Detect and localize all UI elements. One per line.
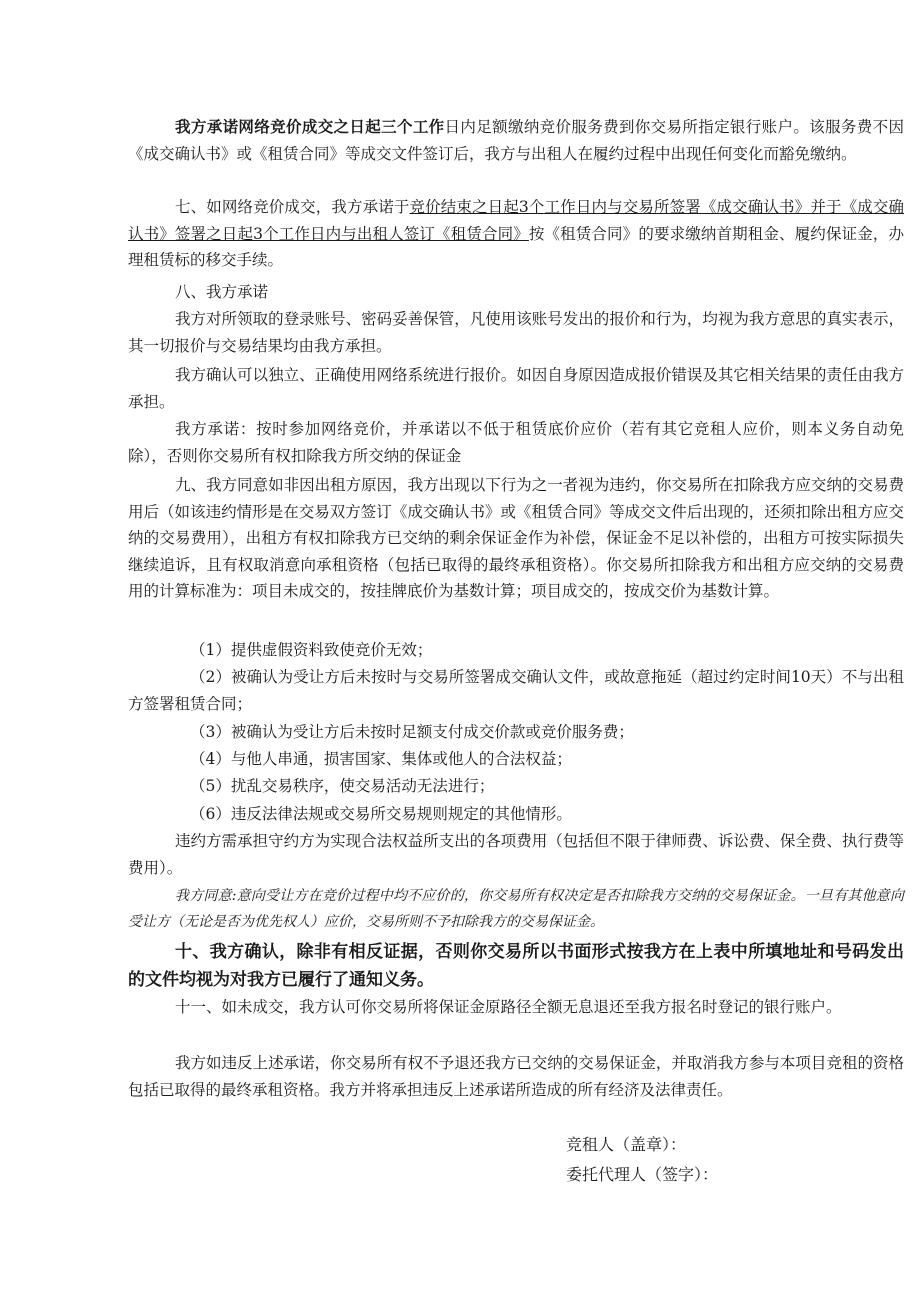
- signature-bidder: 竞租人（盖章）：: [566, 1135, 687, 1154]
- paragraph-breach-costs: 违约方需承担守约方为实现合法权益所支出的各项费用（包括但不限于律师费、诉讼费、保全费、执行费等费用）。: [128, 832, 904, 877]
- paragraph-bid-commitment: 我方承诺：按时参加网络竞价，并承诺以不低于租赁底价应价（若有其它竞租人应价，则本义务自动免除），否则你交易所有权扣除我方所交纳的保证金: [128, 420, 904, 465]
- paragraph-account: 我方对所领取的登录账号、密码妥善保管，凡使用该账号发出的报价和行为，均视为我方意思的真实表示，其一切报价与交易结果均由我方承担。: [128, 310, 904, 355]
- list-item: （5）扰乱交易秩序，使交易活动无法进行；: [190, 777, 495, 795]
- paragraph-seven: [128, 194, 904, 274]
- list-item: （6）违反法律法规或交易所交易规则规定的其他情形。: [190, 805, 572, 823]
- paragraph-service-fee: [128, 114, 904, 167]
- list-item: （3）被确认为受让方后未按时足额支付成交价款或竞价服务费；: [190, 723, 634, 741]
- list-item: （2）被确认为受让方后未按时与交易所签署成交确认文件，或故意拖延（超过约定时间10天）不与出租方签署租赁合同；: [128, 668, 904, 713]
- heading-eight: 八、我方承诺: [175, 283, 269, 301]
- list-item: （1）提供虚假资料致使竞价无效；: [190, 641, 433, 659]
- paragraph-ten: 十、我方确认，除非有相反证据，否则你交易所以书面形式按我方在上表中所填地址和号码发出的文件均视为对我方已履行了通知义务。: [128, 942, 904, 990]
- paragraph-final: 我方如违反上述承诺，你交易所有权不予退还我方已交纳的交易保证金，并取消我方参与本项目竞租的资格包括已取得的最终承租资格。我方并将承担违反上述承诺所造成的所有经济及法律责任。: [128, 1054, 904, 1099]
- paragraph-seven-underlined: 竞价结束之日起3个工作日内与交易所签署《成交确认书》并于《成交确认书》签署之日起3个工作日内与出租人签订《租赁合同》: [128, 198, 904, 243]
- signature-agent: 委托代理人（签字）：: [566, 1165, 719, 1184]
- list-item: （4）与他人串通，损害国家、集体或他人的合法权益；: [190, 750, 572, 768]
- paragraph-service-fee-rest: 日内足额缴纳竞价服务费到你交易所指定银行账户。该服务费不因《成交确认书》或《租赁合同》等成交文件签订后，我方与出租人在履约过程中出现任何变化而豁免缴纳。: [128, 118, 904, 163]
- paragraph-network-system: 我方确认可以独立、正确使用网络系统进行报价。如因自身原因造成报价错误及其它相关结果的责任由我方承担。: [128, 366, 904, 411]
- paragraph-nine: 九、我方同意如非因出租方原因，我方出现以下行为之一者视为违约，你交易所在扣除我方应交纳的交易费用后（如该违约情形是在交易双方签订《成交确认书》或《租赁合同》等成交文件后出现的，还须扣除出租方应交纳的交易费用），出租方有权扣除我方已交纳的剩余保证金作为补偿，保证金不足以补偿的，出租方可按实际损失继续追诉，且有权取消意向承租资格（包括已取得的最终承租资格）。你交易所扣除我方和出租方应交纳的交易费用的计算标准为：项目未成交的，按挂牌底价为基数计算；项目成交的，按成交价为基数计算。: [128, 476, 904, 600]
- paragraph-service-fee-bold: 我方承诺网络竞价成交之日起三个工作: [175, 117, 445, 136]
- paragraph-seven-post: 按《租赁合同》的要求缴纳首期租金、履约保证金，办理租赁标的移交手续。: [128, 224, 904, 269]
- paragraph-eleven: 十一、如未成交，我方认可你交易所将保证金原路径全额无息退还至我方报名时登记的银行账户。: [175, 998, 842, 1016]
- paragraph-seven-pre: 七、如网络竞价成交，我方承诺于: [175, 198, 410, 216]
- paragraph-agree: 我方同意:意向受让方在竞价过程中均不应价的，你交易所有权决定是否扣除我方交纳的交易保证金。一旦有其他意向受让方（无论是否为优先权人）应价，交易所则不予扣除我方的交易保证金。: [128, 888, 904, 930]
